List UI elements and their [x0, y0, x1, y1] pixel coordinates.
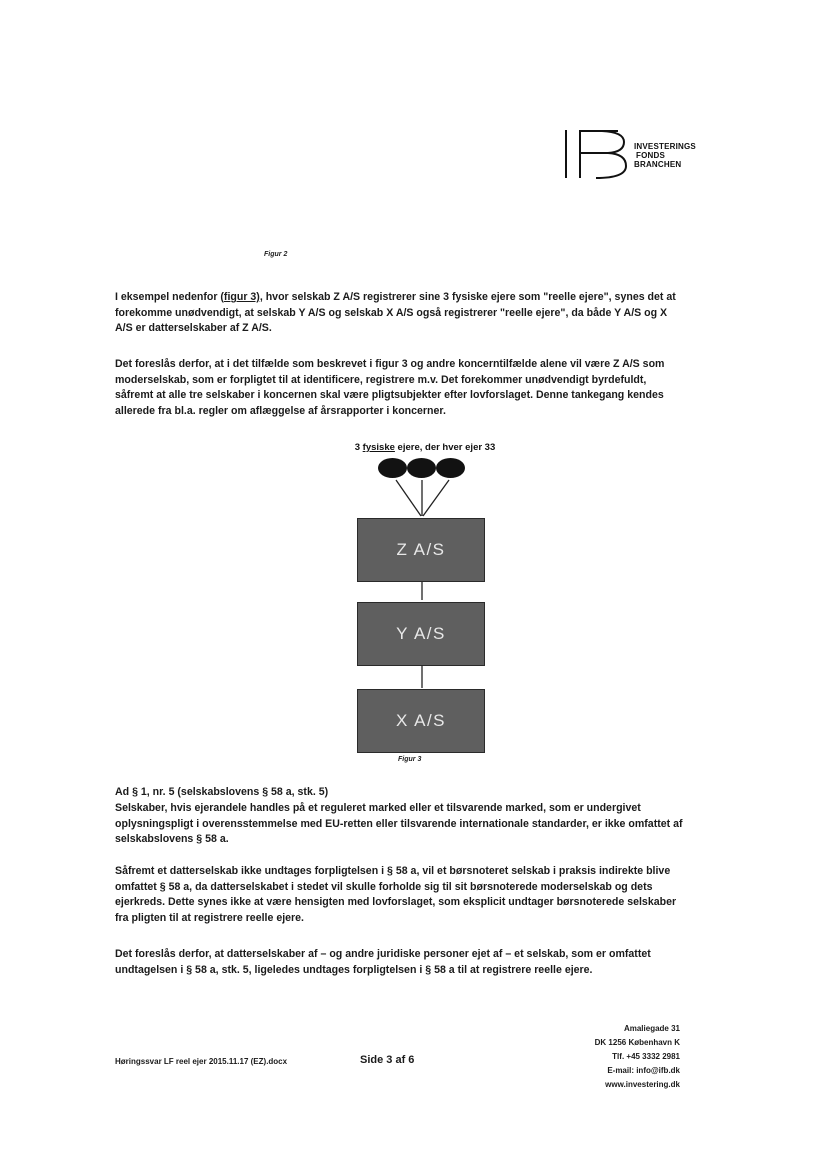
intro-paragraph: [115, 290, 685, 337]
address-line: Amaliegade 31: [623, 1024, 680, 1033]
logo-line: BRANCHEN: [634, 160, 682, 169]
website-link[interactable]: www.investering.dk: [605, 1080, 680, 1089]
address-line: DK 1256 København K: [594, 1038, 680, 1047]
email-link[interactable]: E-mail: info@ifb.dk: [607, 1066, 680, 1075]
diagram-title-pre: 3: [354, 442, 363, 453]
logo-line: FONDS: [636, 151, 665, 160]
owner-connector: [396, 480, 421, 516]
ifb-logo: [562, 128, 702, 182]
footer-filename: Høringssvar LF reel ejer 2015.11.17 (EZ).docx: [115, 1057, 288, 1066]
proposal-paragraph: [115, 357, 685, 419]
diagram-title-post: ejere, der hver ejer 33: [394, 442, 496, 453]
diagram-title-link: fysiske: [362, 442, 395, 453]
footer-address: [540, 1022, 680, 1092]
company-box-z: Z A/S: [357, 518, 485, 582]
owner-connector: [423, 480, 449, 516]
logo-text: [634, 142, 696, 169]
p1-text-pre: I eksempel nedenfor (: [115, 291, 224, 303]
section-p3-text: Det foreslås derfor, at datterselskaber af – og andre juridiske personer ejet af – et selskab, som er omfattet undtagelsen i § 58 a, stk. 5, ligeledes undtages forpligtelsen i § 58 a til at registrere reelle ejere.: [115, 948, 651, 976]
section-paragraph-3: [115, 947, 685, 978]
company-box-y: Y A/S: [357, 602, 485, 666]
logo-line: INVESTERINGS: [634, 142, 696, 151]
section-p1-text: Selskaber, hvis ejerandele handles på et reguleret marked eller et tilsvarende marked, som er undergivet oplysningspligt i overensstemmelse med EU-retten eller tilsvarende internationale standarder, er ikke omfattet af selskabslovens § 58 a.: [115, 802, 683, 845]
ownership-diagram: [300, 438, 550, 778]
figure3-link[interactable]: figur 3): [223, 291, 260, 303]
p1-text-post: , hvor selskab Z A/S registrerer sine 3 fysiske ejere som "reelle ejere", synes det at forekomme unødvendigt, at selskab Y A/S og selskab X A/S også registrerer "reelle ejere", da både Y A/S og X A/S er datterselskaber af Z A/S.: [115, 291, 676, 334]
figure2-caption: Figur 2: [264, 251, 288, 258]
figure3-caption: Figur 3: [398, 756, 422, 763]
section-paragraph-1: [115, 801, 685, 848]
section-paragraph-2: [115, 864, 685, 926]
ifb-logo-mark: [562, 128, 632, 182]
address-line: Tlf. +45 3332 2981: [612, 1052, 680, 1061]
section-p2-text: Såfremt et datterselskab ikke undtages forpligtelsen i § 58 a, vil et børsnoteret selskab i praksis indirekte blive omfattet § 58 a, da datterselskabet i stedet vil skulle forholde sig til sit børsnoterede moderselskab og dets ejerkreds. Dette synes ikke at være hensigten med lovforslaget, som eksplicit undtager børsnoterede selskaber fra pligten til at registrere reelle ejere.: [115, 865, 677, 924]
p2-text: Det foreslås derfor, at i det tilfælde som beskrevet i figur 3 og andre koncerntilfælde alene vil være Z A/S som moderselskab, som er forpligtet til at identificere, registrere m.v. Det forekommer unødvendigt byrdefuldt, såfremt at alle tre selskaber i koncernen skal være pligtsubjekter efter lovforslaget. Denne tankegang kendes allerede fra bl.a. regler om aflæggelse af årsrapporter i koncerner.: [115, 358, 665, 417]
section-heading: Ad § 1, nr. 5 (selskabslovens § 58 a, stk. 5): [115, 786, 329, 798]
page-number: Side 3 af 6: [360, 1054, 415, 1066]
company-box-x: X A/S: [357, 689, 485, 753]
